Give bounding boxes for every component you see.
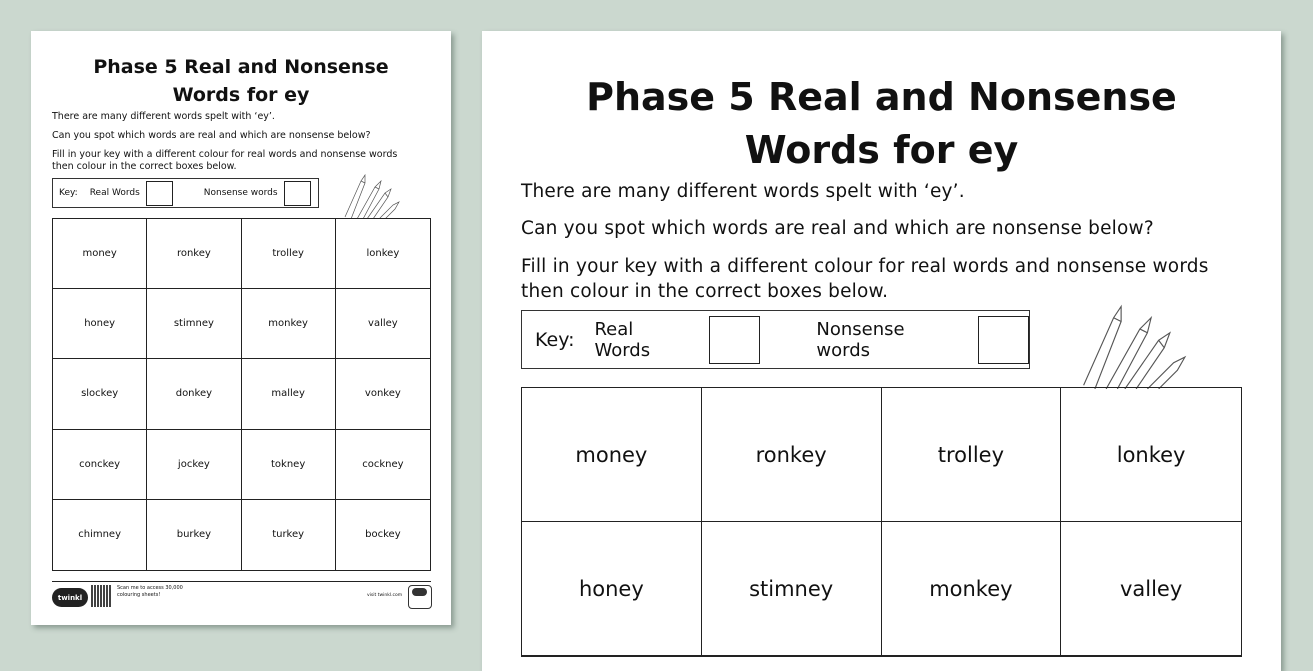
visit-link[interactable]: visit twinkl.com — [367, 593, 403, 598]
title-line-2: Words for ey — [172, 84, 310, 106]
word-cell[interactable]: bockey — [365, 529, 401, 541]
word-grid — [52, 218, 431, 571]
quality-badge-icon — [408, 585, 432, 609]
word-cell[interactable]: turkey — [242, 500, 336, 570]
word-cell[interactable]: conckey — [53, 430, 147, 500]
key-label: Key: — [59, 188, 78, 198]
word-cell[interactable]: malley — [242, 359, 336, 429]
word-cell[interactable]: ronkey — [147, 219, 241, 289]
colour-key — [521, 310, 1030, 369]
word-cell[interactable]: lonkey — [1061, 388, 1241, 522]
word-cell[interactable]: monkey — [242, 289, 336, 359]
instruction-line-2: then colour in the correct boxes below. — [521, 281, 889, 302]
word-cell[interactable]: slockey — [53, 359, 147, 429]
word-cell[interactable]: ronkey — [702, 388, 882, 522]
word-cell[interactable]: lonkey — [336, 219, 430, 289]
word-cell[interactable]: vonkey — [336, 359, 430, 429]
word-cell[interactable]: honey — [53, 289, 147, 359]
nonsense-words-swatch[interactable] — [284, 181, 311, 206]
instruction-line-1: Fill in your key with a different colour for real words and nonsense words — [52, 149, 398, 160]
word-cell[interactable]: honey — [522, 522, 702, 656]
question-text: Can you spot which words are real and which are nonsense below? — [52, 130, 371, 141]
real-words-swatch[interactable] — [709, 316, 760, 364]
word-cell[interactable]: chimney — [53, 500, 147, 570]
nonsense-words-label: Nonsense words — [816, 318, 905, 361]
word-cell[interactable]: money — [53, 219, 147, 289]
title-line-1: Phase 5 Real and Nonsense — [586, 75, 1177, 119]
pencils-icon — [1078, 299, 1198, 389]
nonsense-words-swatch[interactable] — [978, 316, 1029, 364]
worksheet-title — [31, 53, 451, 109]
pencils-icon — [343, 171, 405, 219]
worksheet-thumbnail — [31, 31, 451, 625]
promo-text: Scan me to access 30,000 colouring sheets! — [117, 585, 183, 598]
worksheet-title-large — [482, 71, 1281, 177]
title-line-1: Phase 5 Real and Nonsense — [93, 56, 389, 78]
intro-text: There are many different words spelt with ‘ey’. — [52, 111, 275, 122]
instruction-line-1: Fill in your key with a different colour for real words and nonsense words — [521, 256, 1209, 277]
instruction-line-2: then colour in the correct boxes below. — [52, 161, 237, 172]
nonsense-words-label: Nonsense words — [203, 188, 278, 198]
question-text: Can you spot which words are real and which are nonsense below? — [521, 218, 1154, 239]
word-cell[interactable]: trolley — [242, 219, 336, 289]
word-cell[interactable]: monkey — [882, 522, 1062, 656]
word-cell[interactable]: tokney — [242, 430, 336, 500]
real-words-label: Real Words — [594, 318, 651, 361]
worksheet-footer — [52, 581, 431, 622]
word-grid — [521, 387, 1242, 657]
real-words-label: Real Words — [89, 188, 140, 198]
word-cell[interactable]: cockney — [336, 430, 430, 500]
twinkl-logo: twinkl — [52, 588, 88, 607]
intro-text: There are many different words spelt with ‘ey’. — [521, 181, 965, 202]
word-cell[interactable]: money — [522, 388, 702, 522]
real-words-swatch[interactable] — [146, 181, 173, 206]
instruction-text — [52, 149, 437, 173]
word-cell[interactable]: trolley — [882, 388, 1062, 522]
key-label: Key: — [535, 328, 575, 351]
word-cell[interactable]: burkey — [147, 500, 241, 570]
title-line-2: Words for ey — [744, 128, 1019, 172]
word-cell[interactable]: stimney — [147, 289, 241, 359]
word-cell[interactable]: donkey — [147, 359, 241, 429]
word-cell[interactable]: stimney — [702, 522, 882, 656]
instruction-text — [521, 254, 1261, 304]
worksheet-zoomed — [482, 31, 1281, 671]
word-cell[interactable]: jockey — [147, 430, 241, 500]
word-cell[interactable]: valley — [336, 289, 430, 359]
colour-key — [52, 178, 319, 208]
word-cell[interactable]: valley — [1061, 522, 1241, 656]
qr-code-icon — [91, 585, 112, 607]
